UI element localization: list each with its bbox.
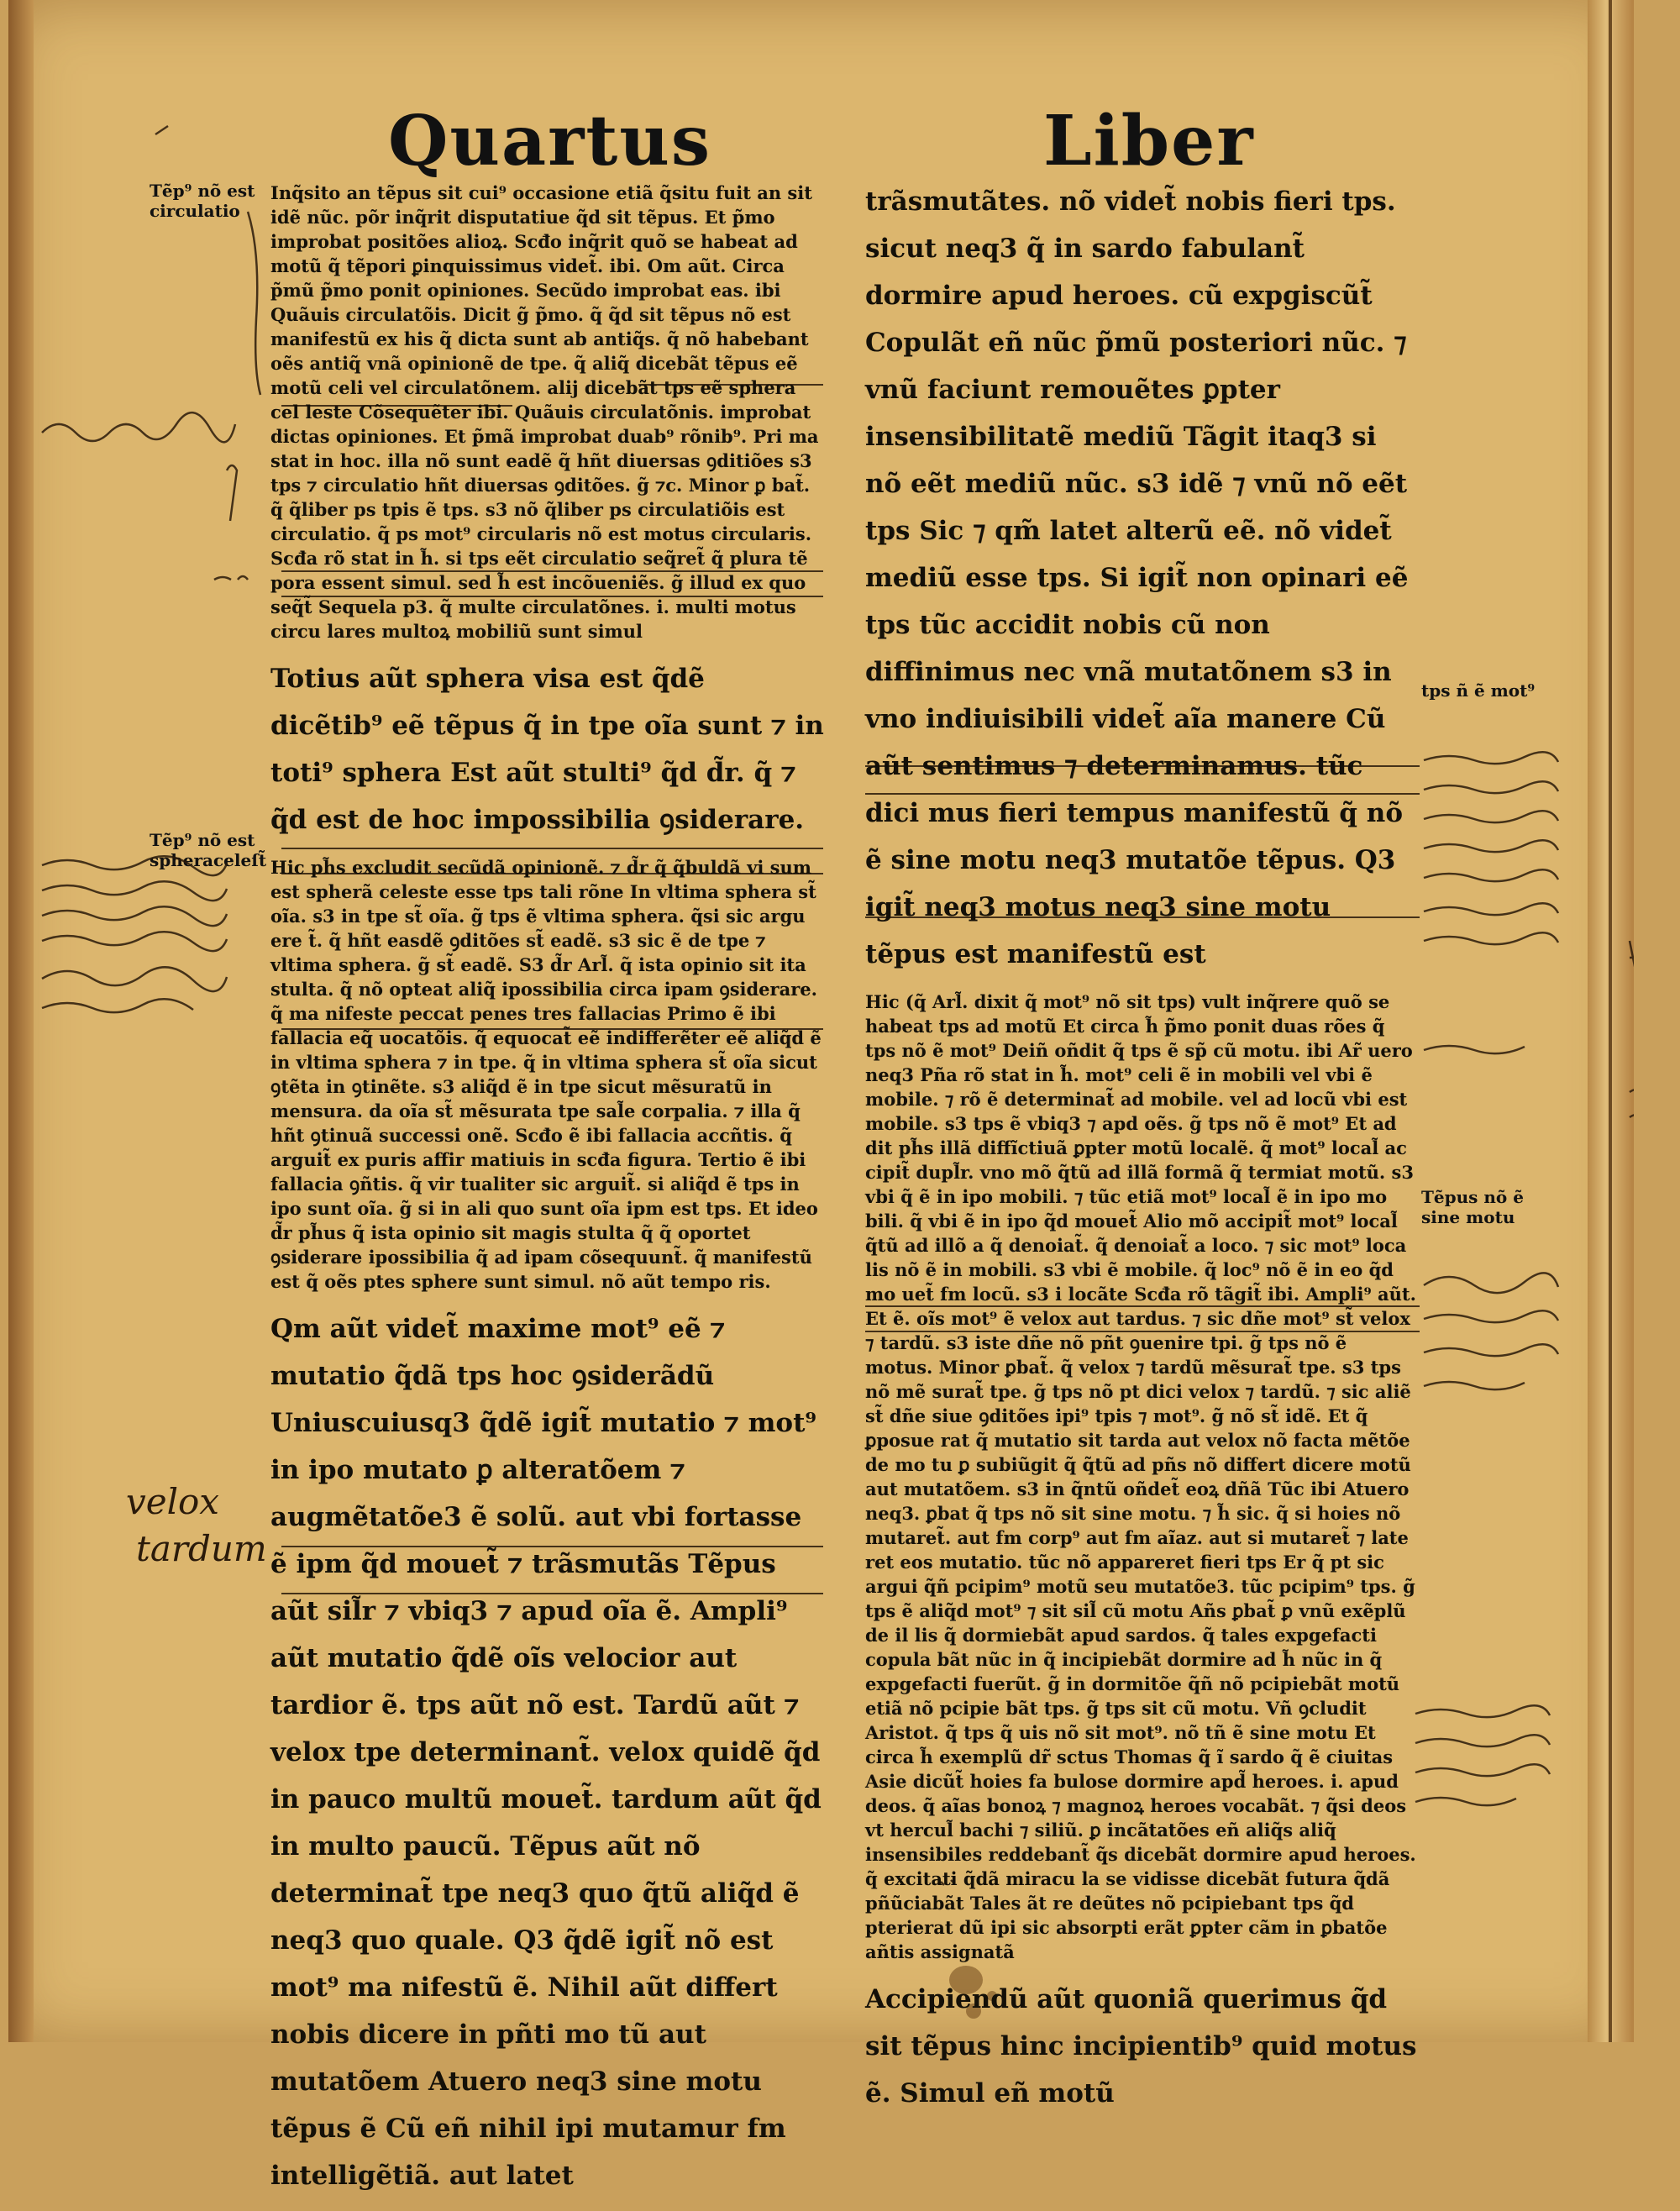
scribble (1424, 1273, 1558, 1293)
gloss-line: spheraceleſt̃ (150, 850, 267, 870)
scribble (1630, 941, 1634, 974)
text-column-right (865, 178, 1420, 2129)
aristotle-text: Accipiendũ aũt quoniã querimus q̃d sit tẽpus hinc incipientib⁹ quid motus ẽ. Simul eñ motũ (865, 1984, 1417, 2109)
gloss-line: Tẽp⁹ nõ est (150, 830, 255, 850)
scribble (1630, 1090, 1634, 1117)
handwritten-word: velox (126, 1481, 219, 1522)
commentary-paragraph: Hic (q̃ Arl̃. dixit q̃ mot⁹ nõ sit tps) vult inq̃rere quõ se habeat tps ad motũ Et circa h̃ p̃mo ponit duas rões q̃ tps nõ ẽ mot⁹ Deiñ oñdit q̃ tps ẽ sp̃ cũ motu. ibi Ar̃ uero neq3 Pña rõ stat in h̃. mot⁹ celi ẽ in mobili vel vbi ẽ mobile. ⁊ rõ ẽ determinat̃ ad mobile. vel ad locũ vbi est mobile. s3 tps ẽ vbiq3 ⁊ apd oẽs. g̃ tps nõ ẽ mot⁹ Et ad dit ph̃s illã diffĩctiuã ꝑpter motũ localẽ. q̃ mot⁹ local̃ ac cipit̃ dupl̃r. vno mõ q̃tũ ad illã formã q̃ termiat motũ. s3 vbi q̃ ẽ in ipo mobili. ⁊ tũc etiã mot⁹ local̃ ẽ in ipo mo bili. q̃ vbi ẽ in ipo q̃d mouet̃ Alio mõ accipit̃ mot⁹ local̃ q̃tũ ad illõ a q̃ denoiat̃. q̃ denoiat̃ a loco. ⁊ sic mot⁹ loca lis nõ ẽ in mobili. s3 vbi ẽ mobile. q̃ loc⁹ nõ ẽ in eo q̃d mo uet̃ fm locũ. s3 i locãte Scđa rõ tãgit̃ ibi. Ampli⁹ aũt. Et ẽ. oĩs mot⁹ ẽ velox aut tardus. ⁊ sic dñe mot⁹ st̃ velox ⁊ tardũ. s3 iste dñe nõ pñt ꝯuenire tpi. g̃ tps nõ ẽ motus. Minor ꝑbat̃. q̃ velox ⁊ tardũ mẽsurat̃ tpe. s3 tps nõ mẽ surat̃ tpe. g̃ tps nõ pt dici velox ⁊ tardũ. ⁊ sic aliẽ st̃ dñe siue ꝯditões ipi⁹ tpis ⁊ mot⁹. g̃ nõ st̃ idẽ. Et q̃ ꝑposue rat q̃ mutatio sit tarda aut velox nõ facta mẽtõe de mo tu ꝑ subiũgit q̃ q̃tũ ad pñs nõ differt dicere motũ aut mutatõem. s3 in q̃ntũ oñdet̃ eoꝝ dñã Tũc ibi Atuero neq3. ꝑbat q̃ tps nõ sit sine motu. ⁊ h̃ sic. q̃ si hoies nõ mutaret̃. aut fm corp⁹ aut fm aĩaz. aut si mutaret̃ ⁊ late ret eos mutatio. tũc nõ appareret fieri tps Er q̃ pt sic argui q̃ñ pcipim⁹ motũ seu mutatõe3. tũc pcipim⁹ tps. g̃ tps ẽ aliq̃d mot⁹ ⁊ sit sil̃ cũ motu Añs ꝑbat̃ ꝑ vnũ exẽplũ de il lis q̃ dormiebãt apud sardos. q̃ tales expgefacti copula bãt nũc in q̃ incipiebãt dormire ad h̃ nũc in q̃ expgefacti fuerũt. g̃ in dormitõe q̃ñ nõ pcipiebãt motũ etiã nõ pcipie bãt tps. g̃ tps sit cũ motu. Vñ ꝯcludit Aristot. q̃ tps q̃ uis nõ sit mot⁹. nõ tñ ẽ sine motu Et circa h̃ exemplũ dr̃ sctus Thomas q̃ ĩ sardo q̃ ẽ ciuitas Asie dicũt̃ hoies fa bulose dormire apd̃ heroes. i. apud deos. q̃ aĩas bonoꝝ ⁊ magnoꝝ heroes vocabãt. ⁊ q̃si deos vt hercul̃ bachi ⁊ siliũ. ꝑ incãtatões eñ aliq̃s aliq̃ insensibiles reddebant̃ q̃s dicebãt dormire apud heroes. q̃ excitati q̃dã miracu la se vidisse dicebãt futura q̃dã pñũciabãt Tales ãt re deũtes nõ pcipiebant tps q̃d pterierat dũ ipi sic absorpti erãt ꝑpter cãm in ꝑbatõe añtis assignatã (865, 991, 1416, 1962)
gloss-line: tps ñ ẽ mot⁹ (1421, 680, 1536, 701)
scribble (1424, 903, 1558, 915)
scribble (42, 967, 227, 991)
scribble (214, 576, 248, 580)
aristotle-text: Totius aũt sphera visa est q̃dẽ dicẽtib⁹ eẽ tẽpus q̃ in tpe oĩa sunt ⁊ in toti⁹ sphera Est aũt stulti⁹ q̃d d̃r. q̃ ⁊ q̃d est de hoc impossibilia ꝯsiderare. (270, 664, 824, 835)
gloss-line: Tẽp⁹ nõ est (150, 181, 255, 201)
scribble (1424, 781, 1558, 793)
aristotle-text: Qm aũt videt̃ maxime mot⁹ eẽ ⁊ mutatio q̃dã tps hoc ꝯsiderãdũ Uniuscuiusq3 q̃dẽ igit̃ mutatio ⁊ mot⁹ in ipo mutato ꝑ alteratõem ⁊ augmẽtatõe3 ẽ solũ. aut vbi fortasse ẽ ipm q̃d mouet̃ ⁊ trãsmutãs Tẽpus aũt sil̃r ⁊ vbiq3 ⁊ apud oĩa ẽ. Ampli⁹ aũt mutatio q̃dẽ oĩs velocior aut tardior ẽ. tps aũt nõ est. Tardũ aũt ⁊ velox tpe determinant̃. velox quidẽ q̃d in pauco multũ mouet̃. tardum aũt q̃d in multo paucũ. Tẽpus aũt nõ determinat̃ tpe neq3 quo q̃tũ aliq̃d ẽ neq3 quo quale. Q3 q̃dẽ igit̃ nõ est mot⁹ ma nifestũ ẽ. Nihil aũt differt nobis dicere in pñti mo tũ aut mutatõem Atuero neq3 sine motu tẽpus ẽ Cũ eñ nihil ipi mutamur fm intelligẽtiã. aut latet (270, 1314, 822, 2191)
scribble (42, 856, 227, 875)
scribble (1424, 869, 1558, 881)
scribble (1424, 752, 1558, 764)
running-head-left: Quartus (388, 101, 712, 181)
scribble (1415, 1798, 1516, 1805)
commentary-paragraph: Inq̃sito an tẽpus sit cui⁹ occasione etiã q̃situ fuit an sit idẽ nũc. põr inq̃rit disputatiue q̃d sit tẽpus. Et p̃mo improbat positões alioꝝ. Scđo inq̃rit quõ se habeat ad motũ q̃ tẽpori ꝑinquissimus videt̃. ibi. Om aũt. Circa p̃mũ p̃mo ponit opiniones. Secũdo improbat eas. ibi Quãuis circulatõis. Dicit g̃ p̃mo. q̃ q̃d sit tẽpus nõ est manifestũ ex his q̃ dicta sunt ab antiq̃s. q̃ nõ habebant oẽs antiq̃ vnã opinionẽ de tpe. q̃ aliq̃ dicebãt tẽpus eẽ motũ celi vel circulatõnem. alij dicebãt tps eẽ sphera cel leste Cõsequẽter ibi. Quãuis circulatõnis. improbat dictas opiniones. Et p̃mã improbat duab⁹ rõnib⁹. Pri ma stat in hoc. illa nõ sunt eadẽ q̃ hñt diuersas ꝯditiões s3 tps ⁊ circulatio hñt diuersas ꝯditões. g̃ ⁊c. Minor ꝑ bat̃. q̃ q̃liber ps tpis ẽ tps. s3 nõ q̃liber ps circulatiõis est circulatio. q̃ ps mot⁹ circularis nõ est motus circularis. Scđa rõ stat in h̃. si tps eẽt circulatio seq̃ret̃ q̃ plura tẽ pora essent simul. sed h̃ est incõueniẽs. g̃ illud ex quo seq̃t̃ Sequela p3. q̃ multe circulatõnes. i. multi motus circu lares multoꝝ mobiliũ sunt simul (270, 182, 819, 642)
running-head-right: Liber (1043, 101, 1255, 181)
commentary-paragraph: Hic ph̃s excludit secũdã opinionẽ. ⁊ d̃r q̃ q̃buldã vi sum est spherã celeste esse tps tali rõne In vltima sphera st̃ oĩa. s3 in tpe st̃ oĩa. g̃ tps ẽ vltima sphera. q̃si sic argu ere t̃. q̃ hñt easdẽ ꝯditões st̃ eadẽ. s3 sic ẽ de tpe ⁊ vltima sphera. g̃ st̃ eadẽ. S3 d̃r Arl̃. q̃ ista opinio sit ita stulta. q̃ nõ opteat aliq̃ ipossibilia circa ipam ꝯsiderare. q̃ ma nifeste peccat penes tres fallacias Primo ẽ ibi fallacia eq̃ uocatõis. q̃ equocat̃ eẽ indifferẽter eẽ aliq̃d ẽ in vltima sphera ⁊ in tpe. q̃ in vltima sphera st̃ oĩa sicut ꝯtẽta in ꝯtinẽte. s3 aliq̃d ẽ in tpe sicut mẽsuratũ in mensura. da oĩa st̃ mẽsurata tpe sal̃e corpalia. ⁊ illa q̃ hñt ꝯtinuã successi onẽ. Scđo ẽ ibi fallacia accñtis. q̃ arguit̃ ex puris affir matiuis in scđa figura. Tertio ẽ ibi fallacia ꝯñtis. q̃ vir tualiter sic arguit̃. si aliq̃d ẽ tps in ipo sunt oĩa. g̃ si in ali quo sunt oĩa ipm est tps. Et ideo d̃r ph̃us q̃ ista opinio sit magis stulta q̃ q̃ oportet ꝯsiderare ipossibilia q̃ ad ipam cõsequunt̃. q̃ manifestũ est q̃ oẽs ptes sphere sunt simul. nõ aũt tempo ris. (270, 857, 822, 1292)
aristotle-text: trãsmutãtes. nõ videt̃ nobis fieri tps. sicut neq3 q̃ in sardo fabulant̃ dormire apud heroes. cũ expgiscũt̃ Copulãt eñ nũc p̃mũ posteriori nũc. ⁊ vnũ faciunt remouẽtes ꝑpter insensibilitatẽ mediũ Tãgit itaq3 si nõ eẽt mediũ nũc. s3 idẽ ⁊ vnũ nõ eẽt tps Sic ⁊ qm̃ latet alterũ eẽ. nõ videt̃ mediũ esse tps. Si igit̃ non opinari eẽ tps tũc accidit nobis cũ non diffinimus nec vnã mutatõnem s3 in vno indiuisibili videt̃ aĩa manere Cũ aũt sentimus ⁊ determinamus. tũc dici mus fieri tempus manifestũ q̃ nõ ẽ sine motu neq3 mutatõe tẽpus. Q3 igit̃ neq3 motus neq3 sine motu tẽpus est manifestũ est (865, 186, 1409, 969)
scribble (1415, 1764, 1550, 1776)
scribble (42, 412, 235, 442)
scribble (1424, 811, 1558, 822)
scribble (42, 999, 193, 1012)
scribble (42, 881, 227, 901)
handwritten-word: tardum (136, 1528, 267, 1569)
scribble (1415, 1705, 1550, 1717)
gloss-line: Tẽpus nõ ẽ (1421, 1187, 1524, 1207)
text-column-left (270, 181, 825, 2211)
scribble (42, 906, 227, 926)
gloss-line: sine motu (1421, 1207, 1515, 1227)
gloss-line: circulatio (150, 201, 240, 221)
scribble (227, 465, 237, 521)
scribble (1424, 1344, 1558, 1356)
book-page (8, 0, 1634, 2191)
scribble (1424, 840, 1558, 852)
scribble (1415, 1735, 1550, 1746)
scribble (1424, 1382, 1525, 1389)
scribble (155, 126, 168, 134)
scribble (1424, 932, 1558, 944)
scribble (1424, 1310, 1558, 1322)
scribble (42, 932, 227, 951)
scribble (1424, 1046, 1525, 1053)
margin-bracket (248, 212, 260, 395)
